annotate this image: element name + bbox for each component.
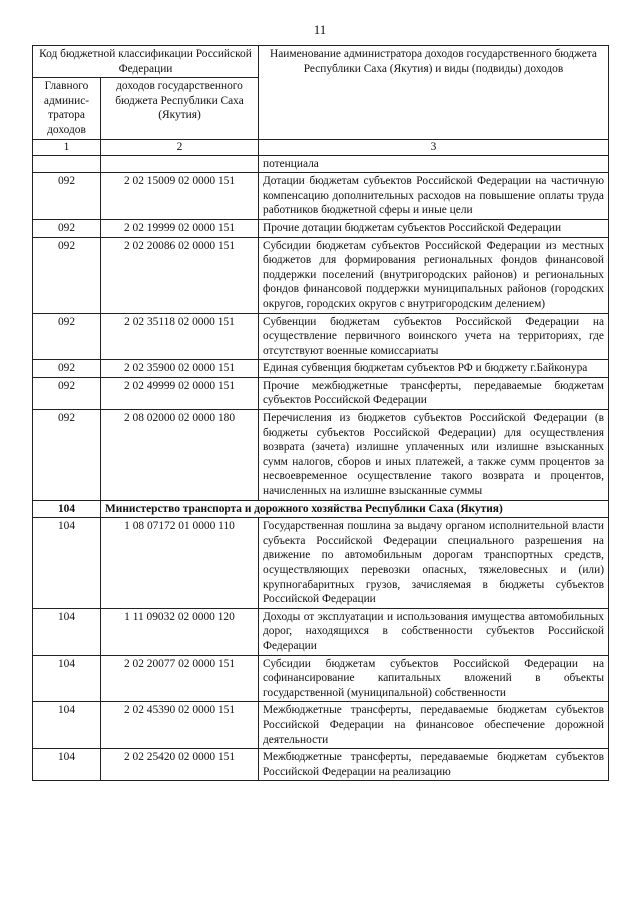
table-row [33,410,609,501]
table-row [33,155,609,173]
income-code-cell: 1 08 07172 01 0000 110 [101,518,259,609]
header-number-3: 3 [259,139,609,155]
header-code-group: Код бюджетной классификации Российской Федерации [33,46,259,78]
admin-code-cell [33,155,101,173]
income-description-cell: Субсидии бюджетам субъектов Российской Федерации на софинансирование капитальных вложений в объекты государственной (муниципальной) собственности [259,655,609,702]
table-row [33,749,609,781]
income-description-cell: Прочие дотации бюджетам субъектов Российской Федерации [259,219,609,237]
table-row [33,219,609,237]
income-description-cell: потенциала [259,155,609,173]
income-code-cell: 2 02 49999 02 0000 151 [101,377,259,409]
income-code-cell: 2 02 15009 02 0000 151 [101,173,259,220]
table-row [33,518,609,609]
admin-code-cell: 092 [33,173,101,220]
admin-code-cell: 104 [33,749,101,781]
table-row [33,702,609,749]
header-number-2: 2 [101,139,259,155]
admin-code-cell: 092 [33,313,101,360]
income-description-cell: Дотации бюджетам субъектов Российской Федерации на частичную компенсацию дополнительных расходов на повышение оплаты труда работников бюджетной сферы и иные цели [259,173,609,220]
income-description-cell: Единая субвенция бюджетам субъектов РФ и бюджету г.Байконура [259,360,609,378]
income-code-cell: 2 02 35900 02 0000 151 [101,360,259,378]
admin-code-cell: 092 [33,219,101,237]
admin-code-cell: 104 [33,608,101,655]
income-code-cell: 1 11 09032 02 0000 120 [101,608,259,655]
table-row [33,237,609,313]
income-description-cell: Перечисления из бюджетов субъектов Российской Федерации (в бюджеты субъектов Российской Федерации) для осуществления возврата (зачета) излишне уплаченных или излишне взысканных сумм налогов, сборов и иных платежей, а также сумм процентов за несвоевременное осуществление такого возврата и процентов, начисленных на излишне взысканные суммы [259,410,609,501]
table-row [33,608,609,655]
income-description-cell: Межбюджетные трансферты, передаваемые бюджетам субъектов Российской Федерации на финансовое обеспечение дорожной деятельности [259,702,609,749]
admin-code-cell: 104 [33,655,101,702]
admin-code-cell: 104 [33,702,101,749]
header-admin-column: Главного админис-тратора доходов [33,78,101,139]
income-description-cell: Межбюджетные трансферты, передаваемые бюджетам субъектов Российской Федерации на реализацию [259,749,609,781]
income-code-cell: 2 02 20077 02 0000 151 [101,655,259,702]
header-number-1: 1 [33,139,101,155]
income-description-cell: Доходы от эксплуатации и использования имущества автомобильных дорог, находящихся в собственности субъектов Российской Федерации [259,608,609,655]
admin-code-cell: 092 [33,377,101,409]
income-code-cell: 2 02 45390 02 0000 151 [101,702,259,749]
table-row [33,360,609,378]
admin-code-cell: 092 [33,410,101,501]
budget-classification-table [32,45,609,781]
income-description-cell: Прочие межбюджетные трансферты, передаваемые бюджетам субъектов Российской Федерации [259,377,609,409]
header-income-column: доходов государственного бюджета Республики Саха (Якутия) [101,78,259,139]
ministry-section-row [33,500,609,518]
ministry-title: Министерство транспорта и дорожного хозяйства Республики Саха (Якутия) [101,500,609,518]
income-code-cell: 2 08 02000 02 0000 180 [101,410,259,501]
income-description-cell: Государственная пошлина за выдачу органом исполнительной власти субъекта Российской Федерации специального разрешения на движение по автомобильным дорогам транспортных средств, осуществляющих перевозки опасных, тяжеловесных и (или) крупногабаритных грузов, зачисляемая в бюджеты субъектов Российской Федерации [259,518,609,609]
table-row [33,173,609,220]
table-row [33,313,609,360]
header-name-column: Наименование администратора доходов государственного бюджета Республики Саха (Якутия) и виды (подвиды) доходов [259,46,609,140]
admin-code-cell: 104 [33,518,101,609]
admin-code-cell: 092 [33,237,101,313]
income-code-cell [101,155,259,173]
table-row [33,655,609,702]
income-description-cell: Субвенции бюджетам субъектов Российской Федерации на осуществление первичного воинского учета на территориях, где отсутствуют военные комиссариаты [259,313,609,360]
income-code-cell: 2 02 19999 02 0000 151 [101,219,259,237]
page-number: 11 [313,22,327,37]
admin-code-cell: 092 [33,360,101,378]
table-row [33,377,609,409]
income-code-cell: 2 02 25420 02 0000 151 [101,749,259,781]
income-description-cell: Субсидии бюджетам субъектов Российской Федерации из местных бюджетов для формирования региональных фондов финансовой поддержки поселений (внутригородских районов) и региональных фондов финансовой поддержки муниципальных районов (городских округов, городских округов с внутригородским делением) [259,237,609,313]
income-code-cell: 2 02 35118 02 0000 151 [101,313,259,360]
income-code-cell: 2 02 20086 02 0000 151 [101,237,259,313]
ministry-admin-code: 104 [33,500,101,518]
